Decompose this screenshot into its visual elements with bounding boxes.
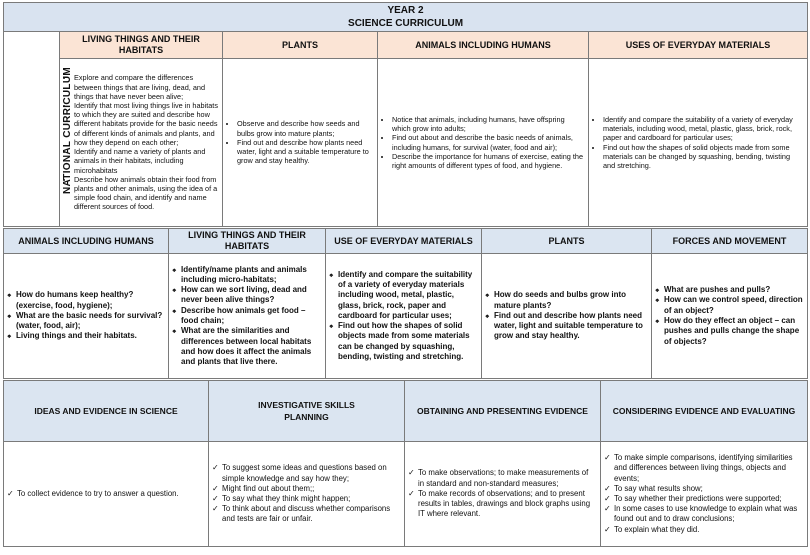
skills-cell-considering <box>601 442 808 547</box>
list-item: ❖ How can we sort living, dead and never been alive things? <box>181 285 321 306</box>
list-item: ✓ To make observations; to make measurements of in standard and non-standard measures; <box>418 468 596 488</box>
skills-header-obtaining: OBTAINING AND PRESENTING EVIDENCE <box>405 381 601 442</box>
list-item: ✓ To collect evidence to try to answer a question. <box>17 489 204 499</box>
topic-cell-materials <box>326 254 482 379</box>
list-item: ❖ What are the similarities and differences between local habitats and how does it affect the animals and plants that live there. <box>181 326 321 367</box>
national-curriculum-table <box>3 2 808 227</box>
list-item: • Describe the importance for humans of exercise, eating the right amounts of different types of food, and hygiene. <box>392 152 584 170</box>
list-item: ❖ Identify/name plants and animals including micro-habitats; <box>181 265 321 286</box>
list-item: ❖ Find out how the shapes of solid objects made from some materials can be changed by squashing, bending, twisting and stretching. <box>338 321 477 362</box>
list-item: ✓ To say what they think might happen; <box>222 494 400 504</box>
topic-header-animals: ANIMALS INCLUDING HUMANS <box>4 229 169 254</box>
list-item: ❖ How do seeds and bulbs grow into mature plants? <box>494 290 647 311</box>
nc-header-animals: ANIMALS INCLUDING HUMANS <box>378 32 589 59</box>
nc-header-materials: USES OF EVERYDAY MATERIALS <box>589 32 808 59</box>
list-item: ❖ How do humans keep healthy? (exercise, food, hygiene); <box>16 290 164 311</box>
topic-header-living-things: LIVING THINGS AND THEIR HABITATS <box>169 229 326 254</box>
list-item: ❖ How can we control speed, direction of an object? <box>664 295 803 316</box>
list-item: • Describe how animals obtain their food from plants and other animals, using the idea of a simple food chain, and identify and name different sources of food. <box>74 175 218 212</box>
list-item: ✓ Might find out about them;; <box>222 484 400 494</box>
list-item: ❖ What are pushes and pulls? <box>664 285 803 295</box>
list-item: ❖ What are the basic needs for survival? (water, food, air); <box>16 311 164 332</box>
list-item: • Notice that animals, including humans, have offspring which grow into adults; <box>392 115 584 133</box>
list-item: ✓ In some cases to use knowledge to explain what was found out and to draw conclusions; <box>614 504 803 524</box>
list-item: ✓ To suggest some ideas and questions based on simple knowledge and say how they; <box>222 463 400 483</box>
list-item: ❖ Living things and their habitats. <box>16 331 164 341</box>
page-title <box>4 3 808 32</box>
list-item: ❖ Find out and describe how plants need water, light and suitable temperature to grow and stay healthy. <box>494 311 647 342</box>
list-item: ❖ How do they effect an object – can pushes and pulls change the shape of objects? <box>664 316 803 347</box>
list-item: • Identify and name a variety of plants and animals in their habitats, including microhabitats <box>74 147 218 175</box>
list-item: ✓ To think about and discuss whether comparisons and tests are fair or unfair. <box>222 504 400 524</box>
topics-table <box>3 228 808 379</box>
list-item: • Explore and compare the differences between things that are living, dead, and things that have never been alive; <box>74 73 218 101</box>
title-year: YEAR 2 <box>387 5 424 16</box>
title-subject: SCIENCE CURRICULUM <box>348 18 464 29</box>
skills-header-investigative: INVESTIGATIVE SKILLS <box>258 400 355 410</box>
list-item: ✓ To make simple comparisons, identifying similarities and differences between living things, objects and events; <box>614 453 803 484</box>
nc-cell-materials <box>589 59 808 227</box>
topic-cell-forces <box>652 254 808 379</box>
topic-header-forces: FORCES AND MOVEMENT <box>652 229 808 254</box>
skills-cell-obtaining <box>405 442 601 547</box>
list-item: ✓ To say what results show; <box>614 484 803 494</box>
list-item: • Identify that most living things live in habitats to which they are suited and describe how different habitats provide for the basic needs of different kinds of animals and plants, and how they depend on each other; <box>74 101 218 147</box>
topic-cell-living-things <box>169 254 326 379</box>
side-label-text: NATIONAL CURRICULUM <box>61 67 73 194</box>
list-item: • Identify and compare the suitability of a variety of everyday materials, including wood, metal, plastic, glass, brick, rock, paper and cardboard for particular uses; <box>603 115 803 143</box>
skills-header-considering: CONSIDERING EVIDENCE AND EVALUATING <box>601 381 808 442</box>
list-item: ✓ To explain what they did. <box>614 525 803 535</box>
nc-cell-plants <box>223 59 378 227</box>
skills-cell-ideas <box>4 442 209 547</box>
skills-header-ideas: IDEAS AND EVIDENCE IN SCIENCE <box>4 381 209 442</box>
curriculum-sheet <box>3 2 807 551</box>
nc-header-living-things: LIVING THINGS AND THEIR HABITATS <box>60 32 223 59</box>
nc-header-plants: PLANTS <box>223 32 378 59</box>
list-item: ✓ To make records of observations; and to present results in tables, drawings and block graphs using IT where relevant. <box>418 489 596 520</box>
skills-cell-planning <box>209 442 405 547</box>
nc-cell-animals <box>378 59 589 227</box>
list-item: • Find out how the shapes of solid objects made from some materials can be changed by squashing, bending, twisting and stretching. <box>603 143 803 171</box>
topic-cell-plants <box>482 254 652 379</box>
topic-header-plants: PLANTS <box>482 229 652 254</box>
list-item: ✓ To say whether their predictions were supported; <box>614 494 803 504</box>
skills-header-planning <box>209 381 405 442</box>
skills-table <box>3 380 808 547</box>
list-item: ❖ Identify and compare the suitability of a variety of everyday materials including wood, metal, plastic, glass, brick, rock, paper and cardboard for particular uses; <box>338 270 477 321</box>
list-item: ❖ Describe how animals get food – food chain; <box>181 306 321 327</box>
list-item: • Observe and describe how seeds and bulbs grow into mature plants; <box>237 119 373 137</box>
list-item: • Find out and describe how plants need water, light and a suitable temperature to grow and stay healthy. <box>237 138 373 166</box>
skills-header-planning-sub: PLANNING <box>284 412 329 422</box>
list-item: • Find out about and describe the basic needs of animals, including humans, for survival (water, food and air); <box>392 133 584 151</box>
topic-header-materials: USE OF EVERYDAY MATERIALS <box>326 229 482 254</box>
nc-cell-living-things <box>60 59 223 227</box>
topic-cell-animals <box>4 254 169 379</box>
national-curriculum-label <box>4 32 73 227</box>
